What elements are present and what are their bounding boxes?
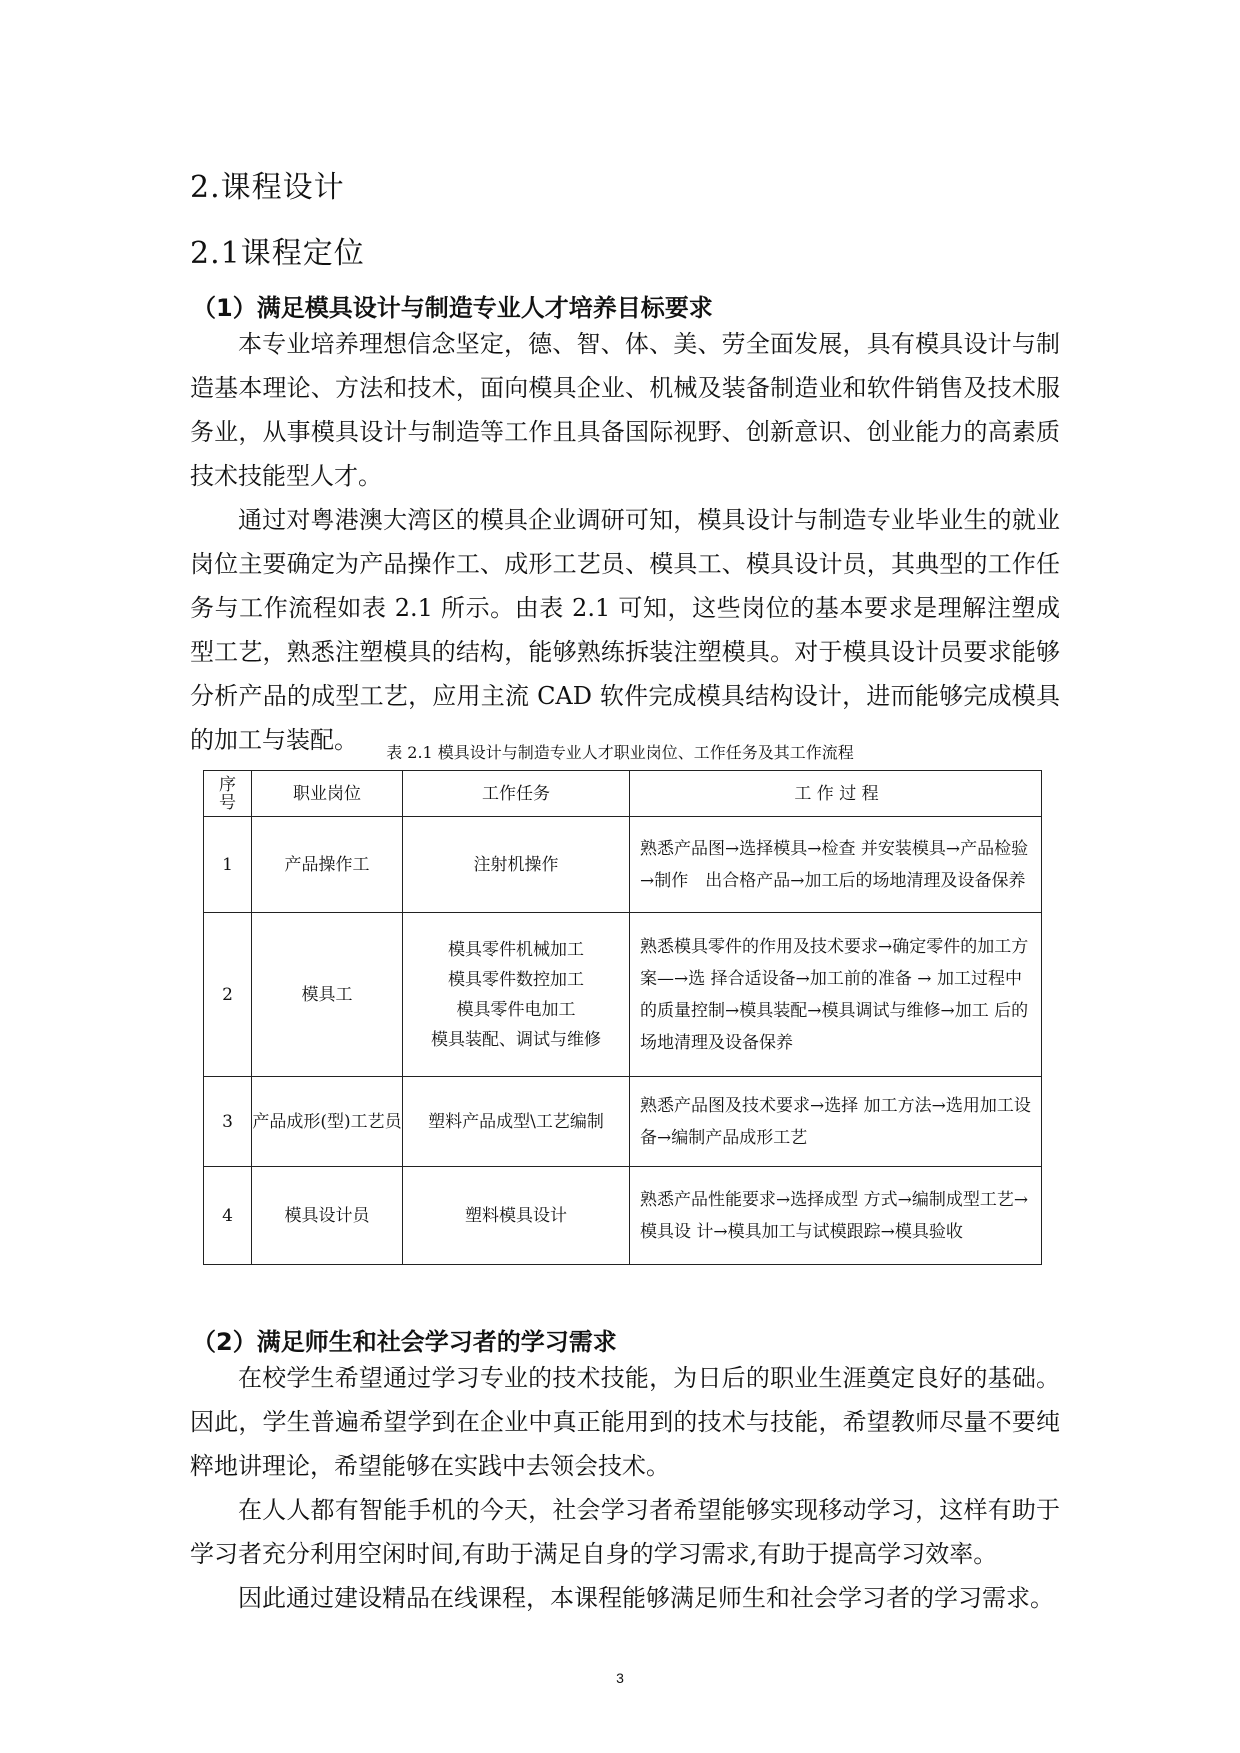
table-row [204, 1167, 1042, 1265]
paragraph-training-goal: 本专业培养理想信念坚定，德、智、体、美、劳全面发展，具有模具设计与制造基本理论、方法和技术，面向模具企业、机械及装备制造业和软件销售及技术服务业，从事模具设计与制造等工作且具备国际视野、创新意识、创业能力的高素质技术技能型人才。 [190, 330, 1060, 490]
row-position: 产品操作工 [252, 817, 403, 913]
row-no: 1 [204, 817, 252, 913]
row-task: 模具零件机械加工 模具零件数控加工 模具零件电加工 模具装配、调试与维修 [403, 913, 630, 1077]
header-position: 职业岗位 [252, 771, 403, 817]
table-caption: 表 2.1 模具设计与制造专业人才职业岗位、工作任务及其工作流程 [386, 743, 854, 762]
row-process: 熟悉产品图及技术要求→选择 加工方法→选用加工设备→编制产品成形工艺 [630, 1077, 1042, 1167]
table-row [204, 913, 1042, 1077]
row-no: 2 [204, 913, 252, 1077]
row-process: 熟悉模具零件的作用及技术要求→确定零件的加工方案—→选 择合适设备→加工前的准备 → 加工过程中的质量控制→模具装配→模具调试与维修→加工 后的场地清理及设备保养 [630, 913, 1042, 1077]
table-header-row [204, 771, 1042, 817]
header-no: 序 号 [204, 771, 252, 817]
page-number: 3 [616, 1670, 624, 1686]
row-position: 模具设计员 [252, 1167, 403, 1265]
paragraph-conclusion: 因此通过建设精品在线课程，本课程能够满足师生和社会学习者的学习需求。 [238, 1584, 1054, 1612]
row-task: 塑料产品成型\工艺编制 [403, 1077, 630, 1167]
job-task-table [203, 770, 1042, 1265]
subsection-title-1: （1）满足模具设计与制造专业人才培养目标要求 [192, 294, 713, 322]
header-task: 工作任务 [403, 771, 630, 817]
row-position: 模具工 [252, 913, 403, 1077]
paragraph-job-survey: 通过对粤港澳大湾区的模具企业调研可知，模具设计与制造专业毕业生的就业岗位主要确定为产品操作工、成形工艺员、模具工、模具设计员，其典型的工作任务与工作流程如表 2.1 所示。由表 2.1 可知，这些岗位的基本要求是理解注塑成型工艺，熟悉注塑模具的结构，能够熟练拆装注塑模具。对于模具设计员要求能够分析产品的成型工艺，应用主流 CAD 软件完成模具结构设计，进而能够完成模具的加工与装配。 [190, 506, 1060, 754]
row-no: 3 [204, 1077, 252, 1167]
row-task: 注射机操作 [403, 817, 630, 913]
paragraph-mobile-learning: 在人人都有智能手机的今天，社会学习者希望能够实现移动学习，这样有助于学习者充分利用空闲时间,有助于满足自身的学习需求,有助于提高学习效率。 [190, 1496, 1060, 1568]
table-row [204, 1077, 1042, 1167]
subsection-title-2: （2）满足师生和社会学习者的学习需求 [192, 1328, 617, 1356]
row-task: 塑料模具设计 [403, 1167, 630, 1265]
row-process: 熟悉产品性能要求→选择成型 方式→编制成型工艺→模具设 计→模具加工与试模跟踪→模具验收 [630, 1167, 1042, 1265]
row-no: 4 [204, 1167, 252, 1265]
paragraph-student-needs: 在校学生希望通过学习专业的技术技能，为日后的职业生涯奠定良好的基础。因此，学生普遍希望学到在企业中真正能用到的技术与技能，希望教师尽量不要纯粹地讲理论，希望能够在实践中去领会技术。 [190, 1364, 1060, 1480]
row-process: 熟悉产品图→选择模具→检查 并安装模具→产品检验→制作 出合格产品→加工后的场地清理及设备保养 [630, 817, 1042, 913]
table-row [204, 817, 1042, 913]
header-process: 工 作 过 程 [630, 771, 1042, 817]
row-position: 产品成形(型)工艺员 [252, 1077, 403, 1167]
chapter-heading: 2.课程设计 [190, 170, 345, 205]
section-heading: 2.1课程定位 [190, 236, 365, 271]
